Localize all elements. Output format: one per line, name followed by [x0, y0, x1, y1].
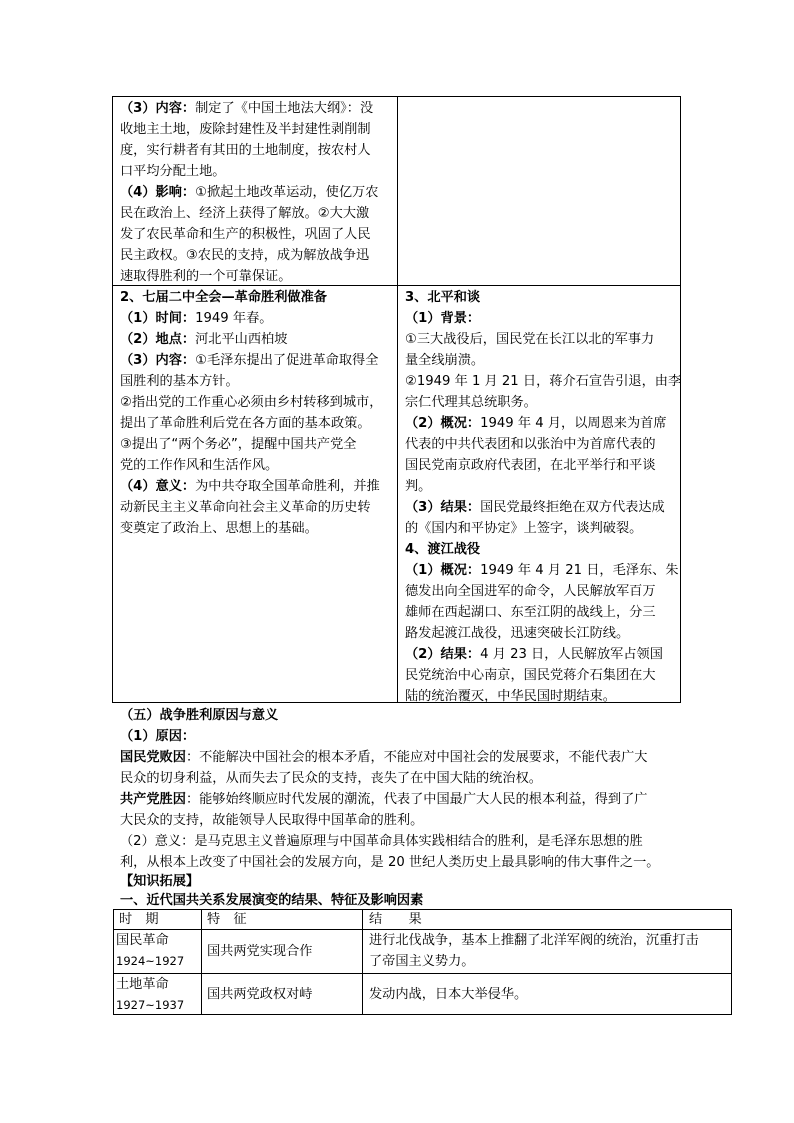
text-line: 口平均分配土地。: [120, 164, 226, 179]
text-line: 利，从根本上改变了中国社会的发展方向，是 20 世纪人类历史上最具影响的伟大事件之一。: [120, 855, 660, 870]
text-line: 德发出向全国进军的命令，人民解放军百万: [405, 584, 656, 599]
text-line: 4 月 23 日，人民解放军占领国: [480, 647, 663, 662]
place-label: （2）地点：: [120, 332, 196, 347]
text-line: ：不能解决中国社会的根本矛盾，不能应对中国社会的发展要求，不能代表广大: [185, 750, 648, 765]
extension-heading: 【知识拓展】: [120, 874, 200, 889]
text-line: ②指出党的工作重心必须由乡村转移到城市，: [120, 395, 383, 410]
text-line: 国民党最终拒绝在双方代表达成: [480, 500, 665, 515]
influence-label: （4）影响：: [120, 185, 196, 200]
row-feature: 国共两党政权对峙: [207, 987, 313, 1002]
text-line: 民党统治中心南京，国民党蒋介石集团在大: [405, 668, 656, 683]
row-feature: 国共两党实现合作: [207, 944, 313, 959]
text-line: 速取得胜利的一个可靠保证。: [120, 269, 292, 284]
text-line: 1949 年春。: [195, 311, 273, 326]
row-result: 了帝国主义势力。: [369, 954, 475, 969]
reason-label: （1）原因：: [120, 729, 196, 744]
header-feature: 特 征: [207, 912, 247, 927]
table-row-divider: [113, 973, 732, 974]
background-label: （1）背景：: [405, 311, 481, 326]
row-result: 发动内战，日本大举侵华。: [369, 987, 528, 1002]
text-line: ①毛泽东提出了促进革命取得全: [195, 353, 379, 368]
significance-label: （4）意义：: [120, 479, 196, 494]
section-heading: 3、北平和谈: [405, 290, 481, 305]
content-label: （3）内容：: [120, 101, 196, 116]
result-label: （2）结果：: [405, 647, 481, 662]
overview-label: （1）概况：: [405, 563, 481, 578]
text-line: 雄师在西起湖口、东至江阴的战线上，分三: [405, 605, 656, 620]
table-column-divider: [201, 909, 202, 1015]
text-line: 宗仁代理其总统职务。: [405, 395, 537, 410]
text-line: 的《国内和平协定》上签字，谈判破裂。: [405, 521, 643, 536]
text-line: 民在政治上、经济上获得了解放。②大大激: [120, 206, 370, 221]
result-label: （3）结果：: [405, 500, 481, 515]
text-line: 发了农民革命和生产的积极性，巩固了人民: [120, 227, 371, 242]
text-line: 1949 年 4 月 21 日，毛泽东、朱: [480, 563, 679, 578]
section-heading: 2、七届二中全会—革命胜利做准备: [120, 290, 327, 305]
text-line: 度，实行耕者有其田的土地制度，按农村人: [120, 143, 371, 158]
cpc-victory-label: 共产党胜因: [120, 792, 186, 807]
text-line: 代表的中共代表团和以张治中为首席代表的: [405, 437, 656, 452]
content-label: （3）内容：: [120, 353, 196, 368]
text-line: ①三大战役后，国民党在长江以北的军事力: [405, 332, 655, 347]
text-line: 国民党南京政府代表团，在北平举行和平谈: [405, 458, 656, 473]
text-line: 为中共夺取全国革命胜利，并推: [195, 479, 380, 494]
section-heading: （五）战争胜利原因与意义: [120, 708, 279, 723]
text-line: 国胜利的基本方针。: [120, 374, 239, 389]
table-column-divider: [362, 909, 363, 1015]
row-period: 土地革命: [116, 977, 169, 992]
text-line: 民众的切身利益，从而失去了民众的支持，丧失了在中国大陆的统治权。: [120, 771, 542, 786]
text-line: 党的工作作风和生活作风。: [120, 458, 279, 473]
time-label: （1）时间：: [120, 311, 196, 326]
text-line: 变奠定了政治上、思想上的基础。: [120, 521, 318, 536]
section-heading: 4、渡江战役: [405, 542, 481, 557]
row-years: 1924~1927: [116, 954, 185, 968]
text-line: ②1949 年 1 月 21 日，蒋介石宣告引退，由李: [405, 374, 682, 389]
extension-subheading: 一、近代国共关系发展演变的结果、特征及影响因素: [120, 893, 424, 908]
text-line: 1949 年 4 月，以周恩来为首席: [480, 416, 667, 431]
text-line: （2）意义：是马克思主义普遍原理与中国革命具体实践相结合的胜利，是毛泽东思想的胜: [120, 834, 643, 849]
kmt-defeat-label: 国民党败因: [120, 750, 186, 765]
text-line: 判。: [405, 479, 432, 494]
text-line: 提出了革命胜利后党在各方面的基本政策。: [120, 416, 371, 431]
overview-label: （2）概况：: [405, 416, 481, 431]
text-line: ③提出了“两个务必”，提醒中国共产党全: [120, 437, 357, 452]
text-line: 陆的统治覆灭，中华民国时期结束。: [405, 689, 616, 704]
text-line: 量全线崩溃。: [405, 353, 485, 368]
row-period: 国民革命: [116, 933, 169, 948]
text-line: 路发起渡江战役，迅速突破长江防线。: [405, 626, 630, 641]
text-line: ①掀起土地改革运动，使亿万农: [195, 185, 379, 200]
header-period: 时 期: [119, 912, 159, 927]
text-line: 民主政权。③农民的支持，成为解放战争迅: [120, 248, 370, 263]
header-result: 结 果: [369, 912, 422, 927]
row-years: 1927~1937: [116, 998, 185, 1012]
table-column-divider: [397, 96, 398, 703]
text-line: 河北平山西柏坡: [195, 332, 288, 347]
text-line: 动新民主主义革命向社会主义革命的历史转: [120, 500, 371, 515]
text-line: ：能够始终顺应时代发展的潮流，代表了中国最广大人民的根本利益，得到了广: [185, 792, 648, 807]
text-line: 收地主土地，废除封建性及半封建性剥削制: [120, 122, 371, 137]
text-line: 大民众的支持，故能领导人民取得中国革命的胜利。: [120, 813, 424, 828]
row-result: 进行北伐战争，基本上推翻了北洋军阀的统治，沉重打击: [369, 933, 699, 948]
text-line: 制定了《中国土地法大纲》：没: [195, 101, 374, 116]
